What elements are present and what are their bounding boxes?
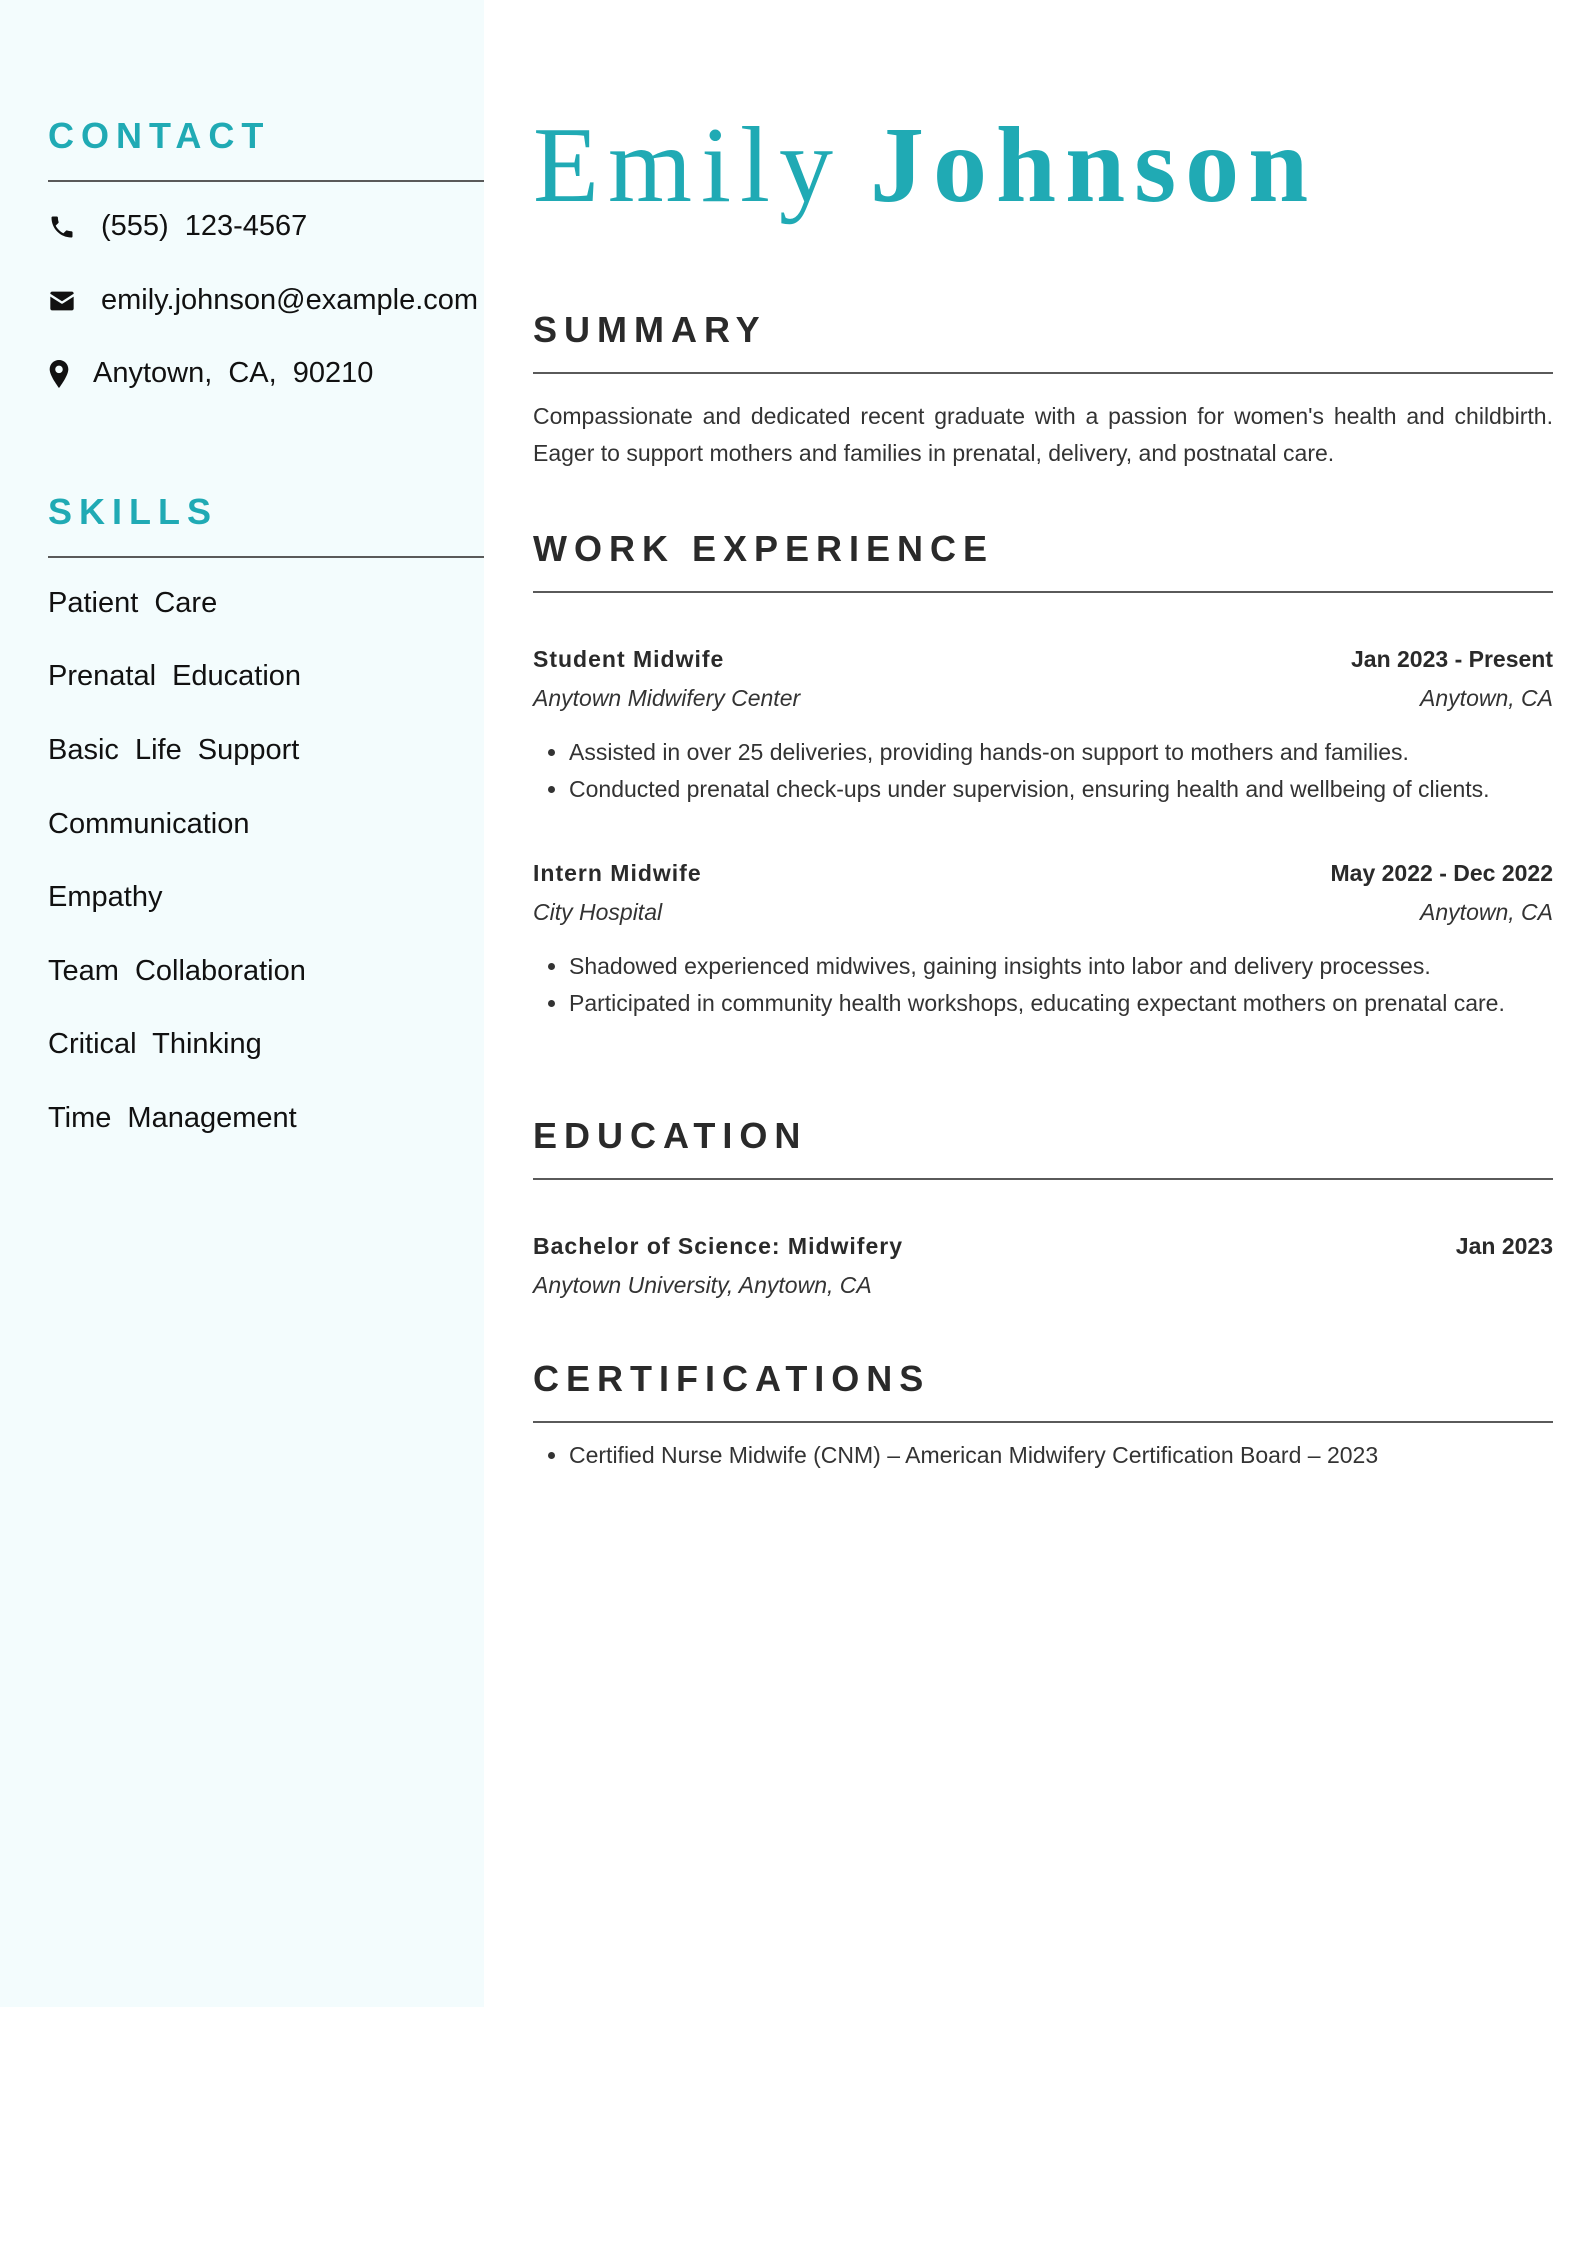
job-bullets xyxy=(533,734,1553,808)
skill-item: Basic Life Support xyxy=(48,734,300,766)
contact-heading: CONTACT xyxy=(48,115,271,156)
address-text: Anytown, CA, 90210 xyxy=(93,357,374,389)
skill-item: Communication xyxy=(48,808,250,840)
sidebar xyxy=(0,0,484,2007)
skill-item: Prenatal Education xyxy=(48,660,302,692)
contact-section xyxy=(48,115,484,389)
certification-list xyxy=(533,1437,1553,1474)
certifications-section xyxy=(533,1358,1553,1474)
summary-section xyxy=(533,309,1553,466)
job-dates: May 2022 - Dec 2022 xyxy=(1330,860,1553,886)
summary-text: Compassionate and dedicated recent graduate with a passion for women's health and childbirth. Eager to support mothers and families in prenatal, delivery, and postnatal care. xyxy=(533,403,1553,466)
contact-phone xyxy=(48,210,307,243)
certifications-divider xyxy=(533,1421,1553,1423)
job-entry xyxy=(533,646,1553,808)
envelope-icon xyxy=(48,287,76,315)
skills-divider xyxy=(48,556,484,558)
job-bullet: • Conducted prenatal check-ups under supervision, ensuring health and wellbeing of clients. xyxy=(569,771,1553,808)
job-bullet: • Shadowed experienced midwives, gaining insights into labor and delivery processes. xyxy=(569,948,1553,985)
email-text: emily.johnson@example.com xyxy=(101,284,479,316)
contact-address xyxy=(48,357,373,390)
candidate-name xyxy=(533,106,1318,225)
phone-text: (555) 123-4567 xyxy=(101,210,308,242)
education-section xyxy=(533,1115,1553,1298)
job-organization: City Hospital xyxy=(533,899,663,925)
job-organization: Anytown Midwifery Center xyxy=(533,685,801,711)
summary-divider xyxy=(533,372,1553,374)
education-entry xyxy=(533,1233,1553,1299)
degree-title: Bachelor of Science: Midwifery xyxy=(533,1233,903,1259)
job-title: Intern Midwife xyxy=(533,860,702,886)
degree-date: Jan 2023 xyxy=(1455,1233,1553,1259)
contact-divider xyxy=(48,180,484,182)
skills-section xyxy=(48,491,484,1134)
skill-item: Team Collaboration xyxy=(48,955,306,987)
job-bullet: • Assisted in over 25 deliveries, providing hands-on support to mothers and families. xyxy=(569,734,1553,771)
skill-item: Time Management xyxy=(48,1102,297,1134)
job-location: Anytown, CA xyxy=(1420,899,1553,925)
summary-heading: SUMMARY xyxy=(533,309,767,350)
skill-item: Empathy xyxy=(48,881,163,913)
experience-heading: WORK EXPERIENCE xyxy=(533,528,995,569)
certifications-heading: CERTIFICATIONS xyxy=(533,1358,931,1399)
job-bullets xyxy=(533,948,1553,1022)
experience-section xyxy=(533,528,1553,1016)
job-location: Anytown, CA xyxy=(1420,685,1553,711)
skill-item: Patient Care xyxy=(48,587,218,619)
contact-email xyxy=(48,284,478,317)
education-divider xyxy=(533,1178,1553,1180)
job-dates: Jan 2023 - Present xyxy=(1350,646,1553,672)
skill-item: Critical Thinking xyxy=(48,1028,262,1060)
first-name: Emily xyxy=(533,106,842,225)
job-entry xyxy=(533,860,1553,1022)
last-name: Johnson xyxy=(870,106,1318,225)
school-name: Anytown University, Anytown, CA xyxy=(533,1272,872,1298)
skills-heading: SKILLS xyxy=(48,491,219,532)
map-pin-icon xyxy=(48,360,70,388)
job-title: Student Midwife xyxy=(533,646,725,672)
phone-icon xyxy=(48,213,76,241)
education-heading: EDUCATION xyxy=(533,1115,808,1156)
certification-item: • Certified Nurse Midwife (CNM) – American Midwifery Certification Board – 2023 xyxy=(569,1437,1553,1474)
job-bullet: • Participated in community health workshops, educating expectant mothers on prenatal care. xyxy=(569,985,1553,1022)
experience-divider xyxy=(533,591,1553,593)
